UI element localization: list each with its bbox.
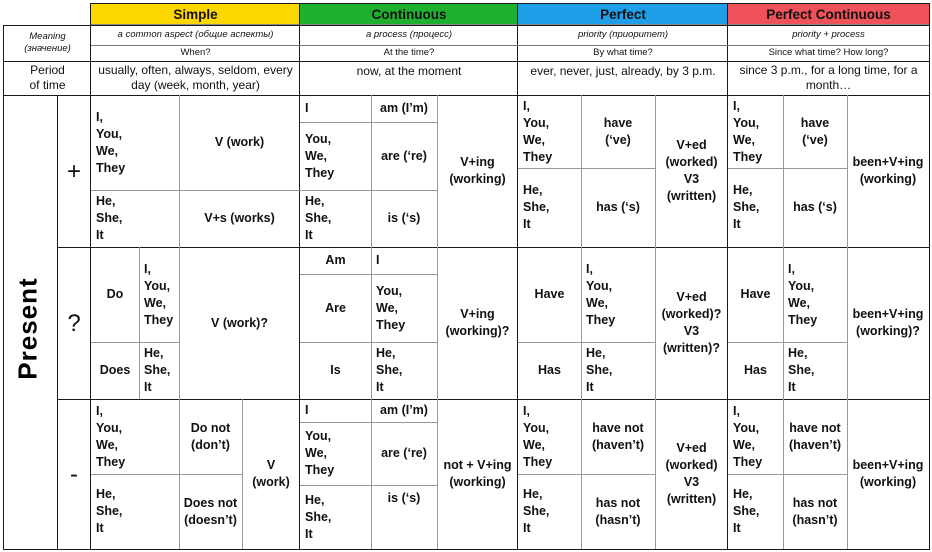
perfect-aux: have (‘ve) (603, 115, 633, 147)
question-continuous: At the time? (383, 47, 435, 58)
grid-line (518, 168, 655, 169)
grid-line (300, 122, 437, 123)
grid-line (57, 247, 930, 248)
pronoun-cell: You, We, They (376, 283, 406, 332)
period-perfect: ever, never, just, already, by 3 p.m. (530, 64, 716, 78)
header-simple: Simple (91, 4, 300, 25)
grid-line (728, 342, 847, 343)
period-label: Period of time (29, 63, 66, 92)
simple-negative-aux: Do not (don’t) (190, 420, 231, 452)
pronoun-cell: He, She, It (788, 346, 815, 394)
tense-label: Present (13, 276, 44, 380)
simple-positive-verb-s: V+s (works) (204, 211, 275, 225)
grid-line (90, 3, 91, 550)
perfect-negative-aux: have not (haven’t) (591, 420, 645, 452)
period-continuous: now, at the moment (356, 64, 462, 78)
header-perfect-continuous: Perfect Continuous (728, 4, 929, 25)
pronoun-cell: He, She, It (96, 487, 123, 535)
sign-question: ? (67, 309, 81, 337)
sign-positive: + (66, 157, 81, 185)
pronoun-cell: He, She, It (144, 346, 171, 394)
pronoun-cell: He, She, It (523, 487, 550, 535)
simple-question-aux: Does (99, 363, 131, 377)
grid-line (783, 95, 784, 549)
simple-negative-verb: V (work) (252, 458, 290, 489)
pronoun-cell: He, She, It (523, 183, 550, 231)
continuous-question-aux: Are (325, 300, 346, 315)
pronoun-cell: He, She, It (305, 194, 332, 242)
grid-line (517, 3, 518, 550)
grid-line (847, 95, 848, 549)
grid-line (655, 95, 656, 549)
grid-line (179, 95, 180, 247)
grid-line (3, 61, 930, 62)
grid-line (300, 342, 437, 343)
grid-line (300, 274, 437, 275)
pronoun-cell: He, She, It (376, 346, 403, 394)
grid-line (727, 3, 728, 550)
pronoun-cell: I, You, We, They (788, 261, 818, 327)
header-perfect: Perfect (518, 4, 728, 25)
grid-line (3, 95, 930, 96)
perfect-continuous-negative-verb: been+V+ing (working) (852, 458, 924, 489)
perfect-continuous-negative-aux: has not (hasn’t) (792, 495, 838, 527)
pronoun-cell: You, We, They (305, 131, 335, 180)
grid-line (91, 190, 300, 191)
grid-line (437, 95, 438, 549)
perfect-question-aux: Have (534, 287, 565, 301)
pronoun-cell: I (305, 403, 309, 417)
simple-question-aux: Do (106, 287, 124, 301)
grid-line (57, 399, 930, 400)
sign-negative: - (70, 460, 78, 488)
grid-line (728, 168, 847, 169)
period-simple: usually, often, always, seldom, every day (week, month, year) (98, 63, 293, 92)
grid-line (581, 95, 582, 549)
continuous-aux: are (‘re) (381, 446, 427, 460)
pronoun-cell: He, She, It (733, 487, 760, 535)
perfect-positive-verb: V+ed (worked) V3 (written) (665, 138, 718, 203)
continuous-aux: are (‘re) (381, 148, 427, 163)
pronoun-cell: I, You, We, They (586, 261, 616, 327)
tense-label-container (0, 105, 57, 551)
grid-line (518, 474, 655, 475)
pronoun-cell: I, You, We, They (733, 403, 763, 469)
grid-line (139, 247, 140, 399)
perfect-continuous-question-verb: been+V+ing (working)? (852, 307, 924, 338)
grid-line (371, 95, 372, 549)
pronoun-cell: I, You, We, They (523, 403, 553, 469)
meaning-simple: a common aspect (общие аспекты) (117, 29, 274, 40)
meaning-perfect-continuous: priority + process (792, 29, 865, 40)
grid-line (300, 485, 437, 486)
meaning-continuous: a process (процесс) (365, 29, 453, 40)
perfect-aux: has (‘s) (596, 200, 640, 214)
period-perfect-continuous: since 3 p.m., for a long time, for a month… (739, 63, 918, 92)
perfect-question-verb: V+ed (worked)? V3 (written)? (661, 290, 722, 355)
perfect-continuous-aux: have (‘ve) (800, 115, 830, 147)
perfect-continuous-aux: has (‘s) (793, 200, 837, 214)
pronoun-cell: He, She, It (586, 346, 613, 394)
pronoun-cell: I, You, We, They (733, 98, 763, 164)
pronoun-cell: I, You, We, They (523, 98, 553, 164)
pronoun-cell: He, She, It (733, 183, 760, 231)
grid-line (57, 95, 58, 550)
grid-line (929, 3, 930, 550)
pronoun-cell: He, She, It (305, 492, 332, 541)
pronoun-cell: He, She, It (96, 194, 123, 242)
grid-line (3, 549, 930, 550)
meaning-label: Meaning (значение) (24, 31, 71, 54)
grid-line (90, 3, 930, 4)
grid-line (518, 342, 655, 343)
perfect-continuous-question-aux: Has (744, 363, 767, 377)
continuous-aux: am (I’m) (380, 101, 428, 115)
perfect-negative-verb: V+ed (worked) V3 (written) (665, 441, 718, 506)
simple-positive-verb: V (work) (214, 135, 265, 149)
grid-line (300, 190, 437, 191)
continuous-aux: is (‘s) (387, 211, 421, 225)
grid-line (91, 45, 929, 46)
simple-negative-aux: Does not (doesn’t) (183, 495, 238, 527)
meaning-perfect: priority (приоритет) (577, 29, 669, 40)
continuous-negative-verb: not + V+ing (working) (443, 458, 512, 489)
grid-line (728, 474, 847, 475)
grid-line (242, 399, 243, 549)
grid-line (91, 474, 242, 475)
pronoun-cell: I, You, We, They (96, 403, 126, 469)
question-perfect: By what time? (593, 47, 653, 58)
pronoun-cell: I (305, 101, 309, 115)
grid-line (179, 247, 180, 399)
question-perfect-continuous: Since what time? How long? (768, 47, 889, 58)
pronoun-cell: I, You, We, They (144, 261, 174, 327)
pronoun-cell: I, You, We, They (96, 109, 126, 175)
perfect-continuous-positive-verb: been+V+ing (working) (852, 155, 924, 186)
perfect-continuous-question-aux: Have (740, 287, 771, 301)
grid-line (3, 25, 4, 550)
pronoun-cell: You, We, They (305, 429, 335, 477)
header-continuous: Continuous (300, 4, 518, 25)
perfect-question-aux: Has (538, 363, 561, 377)
continuous-aux: am (I’m) (380, 403, 428, 417)
perfect-negative-aux: has not (hasn’t) (595, 495, 641, 527)
grid-line (3, 25, 930, 26)
grid-line (299, 3, 300, 550)
question-simple: When? (180, 47, 211, 58)
grid-line (300, 422, 437, 423)
grid-line (91, 342, 179, 343)
continuous-aux: is (‘s) (387, 491, 421, 505)
continuous-question-aux: Am (325, 253, 346, 267)
simple-question-verb: V (work)? (211, 315, 268, 330)
perfect-continuous-negative-aux: have not (haven’t) (788, 420, 842, 452)
continuous-question-verb: V+ing (working)? (445, 307, 510, 338)
continuous-question-aux: Is (330, 363, 341, 377)
continuous-positive-verb: V+ing (working) (449, 155, 506, 186)
pronoun-cell: I (376, 253, 380, 267)
